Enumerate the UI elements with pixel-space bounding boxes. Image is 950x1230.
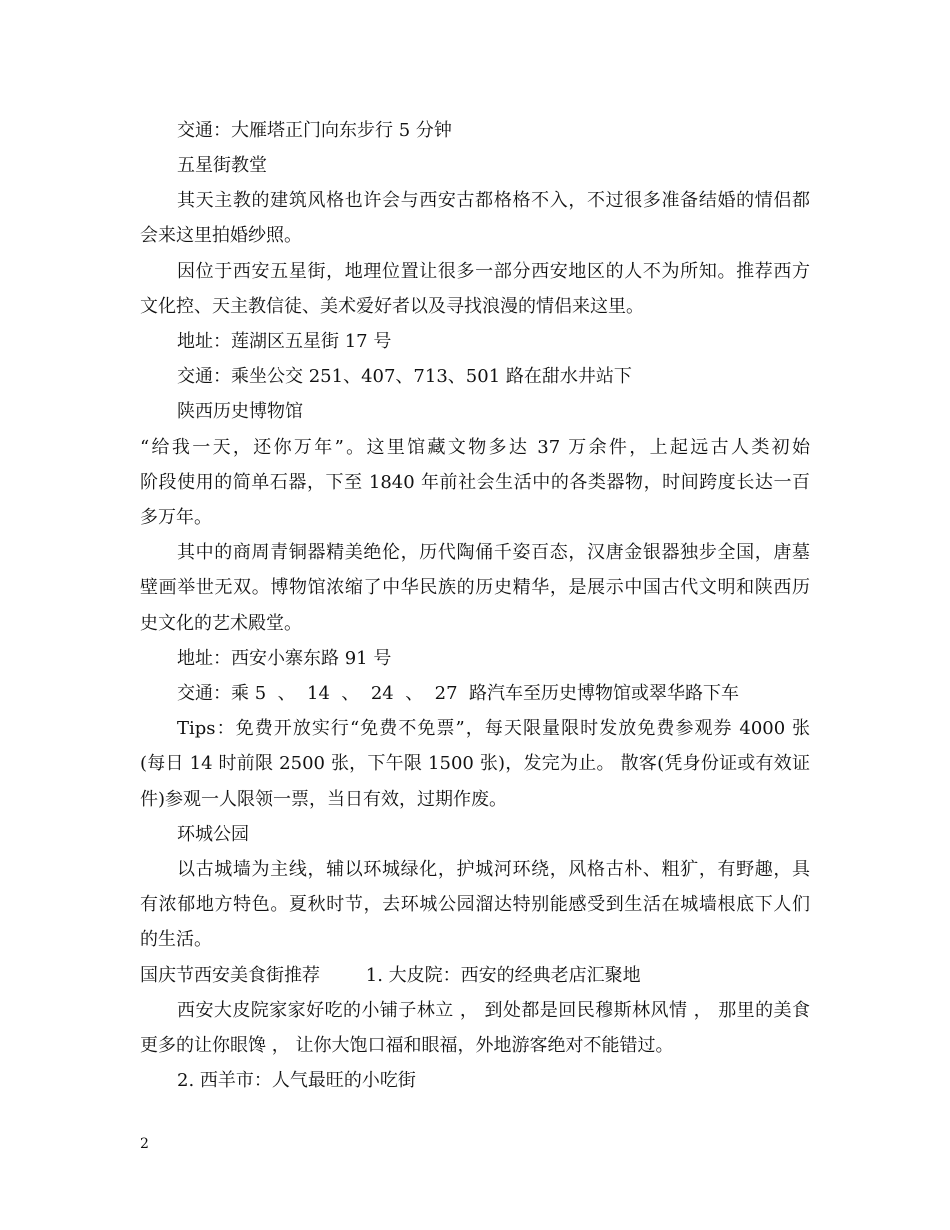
text-line: 壁画举世无双。博物馆浓缩了中华民族的历史精华，是展示中国古代文明和陕西历 (140, 577, 810, 598)
text-line: 西安大皮院家家好吃的小铺子林立 ， 到处都是回民穆斯林风情 ， 那里的美食 (177, 1000, 810, 1021)
section-heading: 陕西历史博物馆 (177, 401, 303, 422)
text-line: 更多的让你眼馋 ， 让你大饱口福和眼福，外地游客绝对不能错过。 (140, 1035, 674, 1056)
text-line: 件)参观一人限领一票，当日有效，过期作废。 (140, 789, 508, 810)
text-line: 多万年。 (140, 507, 212, 528)
text-line: 因位于西安五星街，地理位置让很多一部分西安地区的人不为所知。推荐西方 (177, 261, 810, 282)
text-line: 地址：西安小寨东路 91 号 (177, 648, 392, 669)
text-line: 地址：莲湖区五星街 17 号 (177, 331, 392, 352)
text-line: (每日 14 时前限 2500 张，下午限 1500 张)，发完为止。 散客(凭身份证或有效证 (140, 753, 810, 774)
text-line: 其天主教的建筑风格也许会与西安古都格格不入，不过很多准备结婚的情侣都 (177, 190, 810, 211)
section-heading: 国庆节西安美食街推荐 1. 大皮院：西安的经典老店汇聚地 (140, 965, 641, 986)
text-line: 交通：乘坐公交 251、407、713、501 路在甜水井站下 (177, 366, 632, 387)
text-line: 以古城墙为主线，辅以环城绿化，护城河环绕，风格古朴、粗犷，有野趣，具 (177, 859, 810, 880)
section-heading: 环城公园 (177, 824, 249, 845)
text-line: 阶段使用的简单石器，下至 1840 年前社会生活中的各类器物，时间跨度长达一百 (140, 472, 810, 493)
text-line: 2. 西羊市：人气最旺的小吃街 (177, 1070, 416, 1091)
section-heading: 五星街教堂 (177, 155, 267, 176)
text-line: 的生活。 (140, 929, 212, 950)
text-line: 会来这里拍婚纱照。 (140, 225, 302, 246)
page-number: 2 (140, 1136, 149, 1152)
text-line: 有浓郁地方特色。夏秋时节，去环城公园溜达特别能感受到生活在城墙根底下人们 (140, 894, 810, 915)
text-line: 文化控、天主教信徒、美术爱好者以及寻找浪漫的情侣来这里。 (140, 296, 644, 317)
text-line: Tips：免费开放实行“免费不免票”，每天限量限时发放免费参观券 4000 张 (177, 718, 810, 739)
text-line: 交通：大雁塔正门向东步行 5 分钟 (177, 120, 452, 141)
text-line: 其中的商周青铜器精美绝伦，历代陶俑千姿百态，汉唐金银器独步全国，唐墓 (177, 542, 810, 563)
text-line: “给我一天，还你万年”。这里馆藏文物多达 37 万余件，上起远古人类初始 (140, 437, 810, 458)
text-line: 交通：乘 5 、 14 、 24 、 27 路汽车至历史博物馆或翠华路下车 (177, 683, 739, 704)
text-line: 史文化的艺术殿堂。 (140, 613, 302, 634)
